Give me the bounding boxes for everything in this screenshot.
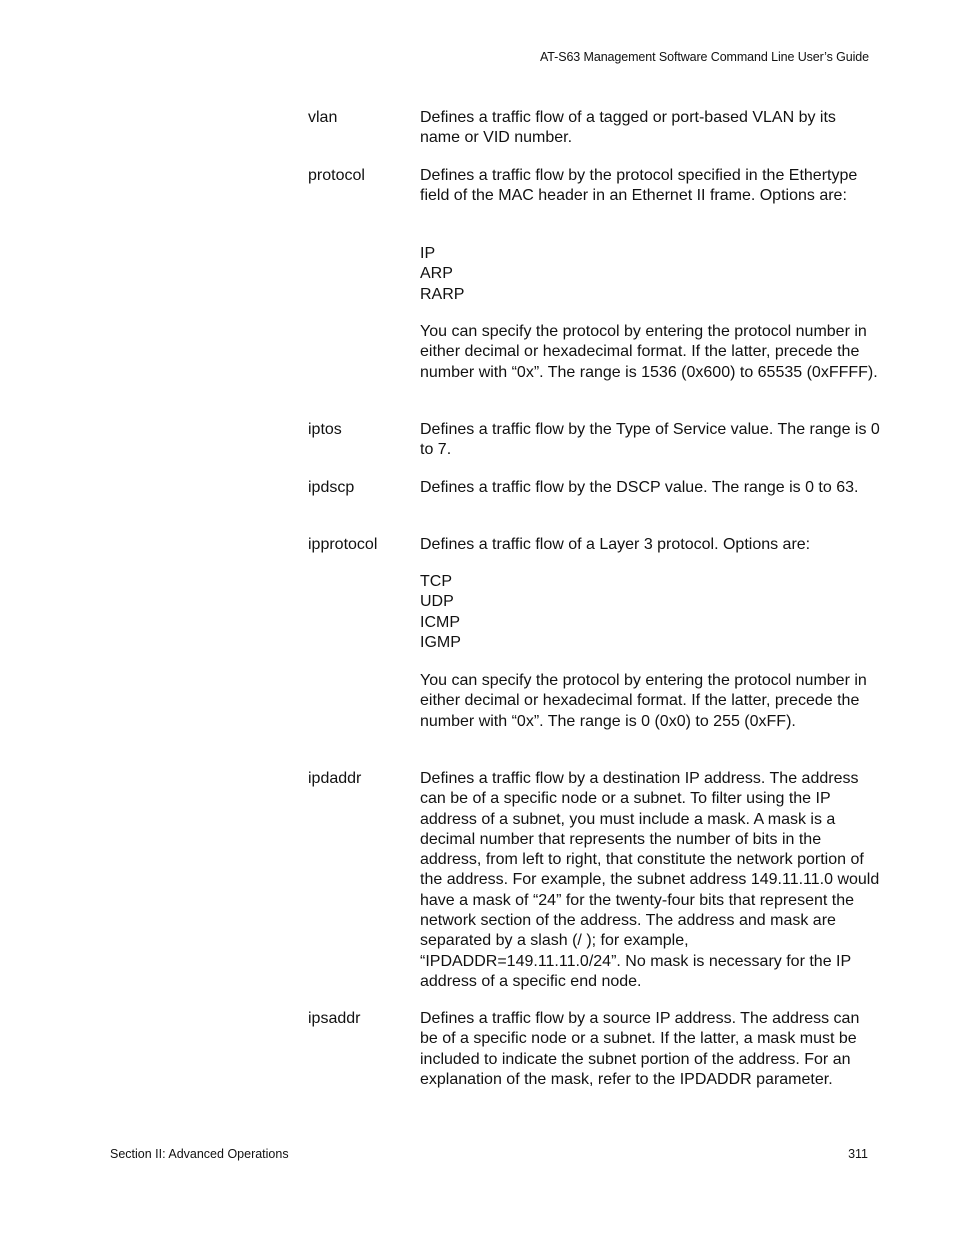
param-name-ipdscp: ipdscp xyxy=(308,479,355,496)
param-desc-protocol: Defines a traffic flow by the protocol specified in the Ethertype field of the MAC header in an Ethernet II frame. Options are: xyxy=(420,167,858,205)
param-name-ipdaddr: ipdaddr xyxy=(308,770,362,787)
list-item: UDP xyxy=(420,593,454,611)
param-name-protocol: protocol xyxy=(308,167,365,184)
footer-section: Section II: Advanced Operations xyxy=(110,1147,289,1161)
param-name-ipprotocol: ipprotocol xyxy=(308,536,378,553)
protocol-options-list xyxy=(420,244,464,305)
list-item: ICMP xyxy=(420,613,460,631)
param-name-ipsaddr: ipsaddr xyxy=(308,1010,361,1027)
param-desc-ipsaddr: Defines a traffic flow by a source IP address. The address can be of a specific node or a subnet. If the latter, a mask must be included to indicate the subnet portion of the address. For an explanation of the mask, refer to the IPDADDR parameter. xyxy=(420,1010,860,1088)
param-desc-iptos: Defines a traffic flow by the Type of Service value. The range is 0 to 7. xyxy=(420,421,880,459)
list-item: IGMP xyxy=(420,633,461,651)
ipprotocol-options-list xyxy=(420,572,461,653)
list-item: IP xyxy=(420,245,436,262)
param-desc-ipdaddr: Defines a traffic flow by a destination IP address. The address can be of a specific node or a subnet. To filter using the IP address of a subnet, you must include a mask. A mask is a decimal number that represents the number of bits in the address, from left to right, that constitute the network portion of the address. For example, the subnet address 149.11.11.0 would have a mask of “24” for the twenty-four bits that represent the network section of the address. The address and mask are separated by a slash (/ ); for example, “IPDADDR=149.11.11.0/24”. No mask is necessary for the IP address of a specific end node. xyxy=(420,770,880,990)
param-name-vlan: vlan xyxy=(308,109,338,126)
param-name-iptos: iptos xyxy=(308,421,342,438)
param-note-protocol: You can specify the protocol by entering the protocol number in either decimal or hexadecimal format. If the latter, precede the number with “0x”. The range is 1536 (0x600) to 65535 (0xFFFF). xyxy=(420,323,878,381)
param-desc-ipprotocol: Defines a traffic flow of a Layer 3 protocol. Options are: xyxy=(420,536,811,553)
list-item: RARP xyxy=(420,285,465,303)
param-note-ipprotocol: You can specify the protocol by entering the protocol number in either decimal or hexadecimal format. If the latter, precede the number with “0x”. The range is 0 (0x0) to 255 (0xFF). xyxy=(420,672,867,730)
running-header: AT-S63 Management Software Command Line User’s Guide xyxy=(540,50,869,64)
param-desc-vlan: Defines a traffic flow of a tagged or port-based VLAN by its name or VID number. xyxy=(420,109,836,147)
list-item: ARP xyxy=(420,265,453,283)
list-item: TCP xyxy=(420,573,452,590)
page-number: 311 xyxy=(848,1147,868,1161)
param-desc-ipdscp: Defines a traffic flow by the DSCP value. The range is 0 to 63. xyxy=(420,479,859,496)
